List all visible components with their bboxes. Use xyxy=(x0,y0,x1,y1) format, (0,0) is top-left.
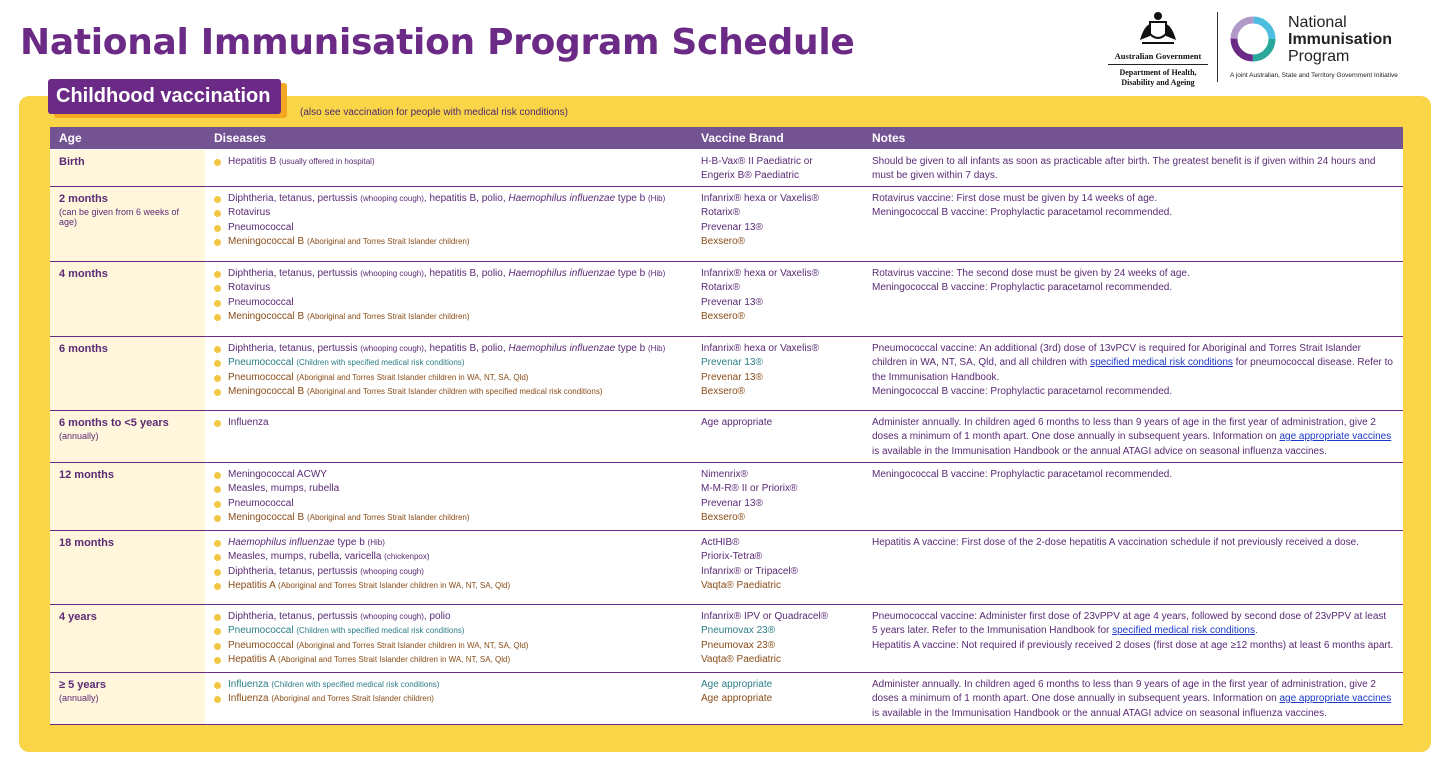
vaccine-item: Bexsero® xyxy=(701,311,746,322)
disease-item xyxy=(214,497,683,512)
disease-italic: Haemophilus influenzae xyxy=(508,267,616,279)
disease-item xyxy=(214,610,683,625)
vaccine-item: Age appropriate xyxy=(701,693,773,704)
note-link[interactable]: age appropriate vaccines xyxy=(1279,431,1392,442)
note-text: Meningococcal B vaccine: Prophylactic paracetamol recommended. xyxy=(872,282,1173,293)
age-cell xyxy=(50,261,205,336)
vaccine-list xyxy=(701,468,854,526)
note-text: Meningococcal B vaccine: Prophylactic paracetamol recommended. xyxy=(872,207,1173,218)
disease-item xyxy=(214,416,683,431)
diseases-cell xyxy=(205,462,692,530)
vaccine-list xyxy=(701,155,854,184)
disease-item xyxy=(214,342,683,357)
table-header-row xyxy=(50,127,1403,149)
disease-name: Meningococcal B xyxy=(228,311,305,322)
disease-item xyxy=(214,468,683,483)
note-text: Pneumococcal vaccine: An additional (3rd) dose of 13vPCV is required for Aboriginal and Torres Strait Islander children in WA, NT, SA, Qld, and all children with specified medical risk conditions for pneumococcal disease. Refer to the Immunisation Handbook. xyxy=(872,342,1393,383)
disease-name: Diphtheria, tetanus, pertussis xyxy=(228,342,358,354)
disease-note: (Children with specified medical risk conditions) xyxy=(271,679,440,689)
vaccine-list xyxy=(701,267,854,325)
age-cell xyxy=(50,530,205,604)
vaccine-list xyxy=(701,342,854,400)
disease-list xyxy=(214,155,683,170)
disease-item xyxy=(214,678,683,693)
disease-item xyxy=(214,692,683,707)
diseases-cell xyxy=(205,186,692,261)
disease-name: Diphtheria, tetanus, pertussis xyxy=(228,267,358,279)
age-label: 18 months xyxy=(59,536,115,549)
vaccine-cell xyxy=(692,336,863,410)
note-link[interactable]: specified medical risk conditions xyxy=(1112,625,1255,636)
disease-note: (whooping cough) xyxy=(360,343,424,353)
vaccine-item: Prevenar 13® xyxy=(701,357,763,368)
table-row xyxy=(50,410,1403,462)
disease-name-cont: , hepatitis B, polio, xyxy=(423,267,509,279)
vaccine-item: Infanrix® hexa or Vaxelis® xyxy=(701,342,819,354)
notes-cell xyxy=(863,672,1403,724)
vaccine-item: Infanrix® hexa or Vaxelis® xyxy=(701,192,819,204)
diseases-cell xyxy=(205,410,692,462)
disease-name: Hepatitis B xyxy=(228,155,277,167)
table-row xyxy=(50,462,1403,530)
vaccine-item: Bexsero® xyxy=(701,236,746,247)
vaccine-item: Vaqta® Paediatric xyxy=(701,654,782,665)
diseases-cell xyxy=(205,149,692,186)
age-label: 12 months xyxy=(59,468,115,481)
disease-name: Rotavirus xyxy=(228,207,271,218)
disease-note: (Aboriginal and Torres Strait Islander children) xyxy=(306,312,470,321)
diseases-cell xyxy=(205,604,692,672)
note-link[interactable]: specified medical risk conditions xyxy=(1090,357,1233,368)
nip-line1: National xyxy=(1288,14,1347,31)
table-row xyxy=(50,672,1403,724)
disease-name: Hepatitis A xyxy=(228,654,276,665)
note-text: Administer annually. In children aged 6 months to less than 9 years of age in the first year of administration, give 2 doses a minimum of 1 month apart. One dose annually in subsequent years. Information on age appropriate vaccines is available in the Immunisation Handbook or the annual ATAGI advice on seasonal influenza vaccines. xyxy=(872,678,1392,719)
disease-name-cont: type b xyxy=(615,192,646,204)
disease-name: Influenza xyxy=(228,416,269,428)
vaccine-cell xyxy=(692,462,863,530)
disease-note: (Children with specified medical risk conditions) xyxy=(296,358,465,367)
vaccine-item: Age appropriate xyxy=(701,678,773,690)
vaccine-cell xyxy=(692,530,863,604)
header-diseases: Diseases xyxy=(205,127,692,149)
vaccine-item: Prevenar 13® xyxy=(701,371,763,383)
age-label: 2 months xyxy=(59,192,108,205)
diseases-cell xyxy=(205,672,692,724)
nip-logo xyxy=(1228,14,1448,84)
disease-item xyxy=(214,482,683,497)
header-vaccine: Vaccine Brand xyxy=(692,127,863,149)
disease-note: (Aboriginal and Torres Strait Islander children in WA, NT, SA, Qld) xyxy=(296,640,529,650)
vaccine-item: Bexsero® xyxy=(701,512,746,523)
note-text: Meningococcal B vaccine: Prophylactic paracetamol recommended. xyxy=(872,468,1173,480)
age-cell xyxy=(50,462,205,530)
disease-note: (Hib) xyxy=(647,343,666,353)
note-text: Rotavirus vaccine: The second dose must be given by 24 weeks of age. xyxy=(872,267,1190,279)
vaccine-item: Infanrix® or Tripacel® xyxy=(701,565,798,577)
disease-name: type b xyxy=(334,536,365,548)
age-label: 4 years xyxy=(59,610,97,623)
age-sub: (can be given from 6 weeks of age) xyxy=(59,207,180,227)
disease-name-cont: , hepatitis B, polio, xyxy=(423,192,509,204)
disease-name: Meningococcal B xyxy=(228,512,305,523)
disease-name: Influenza xyxy=(228,678,269,690)
header-age: Age xyxy=(50,127,205,149)
table-row xyxy=(50,186,1403,261)
coat-of-arms-icon xyxy=(1134,10,1182,46)
vaccine-item: Infanrix® hexa or Vaxelis® xyxy=(701,267,819,279)
vaccine-item: Vaqta® Paediatric xyxy=(701,580,782,591)
vaccine-cell xyxy=(692,149,863,186)
disease-note: (Aboriginal and Torres Strait Islander children) xyxy=(306,513,470,522)
gov-name: Australian Government xyxy=(1108,51,1208,65)
disease-item xyxy=(214,639,683,654)
note-text: Pneumococcal vaccine: Administer first dose of 23vPPV at age 4 years, followed by second dose of 23vPPV at least 5 years later. Refer to the Immunisation Handbook for specified medical risk conditions. xyxy=(872,610,1387,636)
disease-list xyxy=(214,468,683,526)
disease-item xyxy=(214,511,683,526)
disease-item xyxy=(214,267,683,282)
note-text: Hepatitis A vaccine: First dose of the 2-dose hepatitis A vaccination schedule if not previously received a dose. xyxy=(872,536,1359,548)
disease-item xyxy=(214,206,683,221)
notes-cell xyxy=(863,410,1403,462)
table-row xyxy=(50,604,1403,672)
vaccine-item: Rotarix® xyxy=(701,207,741,218)
disease-name: Diphtheria, tetanus, pertussis xyxy=(228,192,358,204)
disease-note: (Aboriginal and Torres Strait Islander children with specified medical risk conditions) xyxy=(306,387,603,396)
disease-item xyxy=(214,310,683,325)
section-badge xyxy=(48,79,281,114)
disease-name: Pneumococcal xyxy=(228,371,294,383)
logo-divider xyxy=(1217,12,1218,82)
diseases-cell xyxy=(205,336,692,410)
disease-name: Meningococcal B xyxy=(228,386,305,397)
notes-cell xyxy=(863,530,1403,604)
vaccine-item: Engerix B® Paediatric xyxy=(701,170,799,181)
vaccine-item: Bexsero® xyxy=(701,386,746,397)
disease-italic: Haemophilus influenzae xyxy=(508,342,616,354)
disease-item xyxy=(214,371,683,386)
disease-note: (Aboriginal and Torres Strait Islander children) xyxy=(306,237,470,246)
note-text: Rotavirus vaccine: First dose must be given by 14 weeks of age. xyxy=(872,192,1158,204)
note-text: Should be given to all infants as soon as practicable after birth. The greatest benefit is if given within 24 hours and must be given within 7 days. xyxy=(872,155,1376,181)
vaccine-item: H-B-Vax® II Paediatric or xyxy=(701,155,813,167)
vaccine-item: Infanrix® IPV or Quadracel® xyxy=(701,610,829,622)
disease-list xyxy=(214,267,683,325)
nip-ring-icon xyxy=(1228,14,1278,64)
vaccine-item: Age appropriate xyxy=(701,416,773,428)
age-cell xyxy=(50,672,205,724)
disease-name-cont: , hepatitis B, polio, xyxy=(423,342,509,354)
gov-dept-line1: Department of Health, xyxy=(1119,68,1197,77)
age-cell xyxy=(50,604,205,672)
disease-item xyxy=(214,536,683,551)
disease-note: (whooping cough) xyxy=(360,611,424,621)
notes-cell xyxy=(863,186,1403,261)
age-cell xyxy=(50,149,205,186)
disease-italic: Haemophilus influenzae xyxy=(228,536,335,548)
gov-dept-line2: Disability and Ageing xyxy=(1121,78,1195,87)
note-text: Administer annually. In children aged 6 months to less than 9 years of age in the first year of administration, give 2 doses a minimum of 1 month apart. One dose annually in subsequent years. Information on age appropriate vaccines is available in the Immunisation Handbook or the annual ATAGI advice on seasonal influenza vaccines. xyxy=(872,416,1392,457)
disease-name: Pneumococcal xyxy=(228,639,294,651)
disease-name: Pneumococcal xyxy=(228,357,294,368)
vaccine-cell xyxy=(692,410,863,462)
section-title: Childhood vaccination xyxy=(48,79,281,114)
disease-note: (Hib) xyxy=(647,193,666,203)
disease-name-cont: type b xyxy=(615,342,646,354)
disease-list xyxy=(214,192,683,250)
schedule-table xyxy=(50,127,1403,725)
age-label: Birth xyxy=(59,155,85,168)
disease-item xyxy=(214,281,683,296)
diseases-cell xyxy=(205,530,692,604)
notes-cell xyxy=(863,462,1403,530)
disease-note: (chickenpox) xyxy=(384,552,430,561)
disease-item xyxy=(214,221,683,236)
disease-item xyxy=(214,565,683,580)
vaccine-list xyxy=(701,416,854,431)
vaccine-list xyxy=(701,192,854,250)
disease-note: (usually offered in hospital) xyxy=(279,156,375,166)
vaccine-item: Prevenar 13® xyxy=(701,221,763,233)
vaccine-item: Prevenar 13® xyxy=(701,296,763,308)
disease-item xyxy=(214,296,683,311)
disease-name: Measles, mumps, rubella xyxy=(228,483,340,494)
table-row xyxy=(50,261,1403,336)
section-note: (also see vaccination for people with medical risk conditions) xyxy=(300,107,568,118)
age-cell xyxy=(50,336,205,410)
disease-list xyxy=(214,342,683,400)
age-cell xyxy=(50,186,205,261)
disease-list xyxy=(214,678,683,707)
disease-note: (Aboriginal and Torres Strait Islander children in WA, NT, SA, Qld) xyxy=(278,655,511,664)
disease-name: Pneumococcal xyxy=(228,296,294,308)
disease-note: (Aboriginal and Torres Strait Islander children in WA, NT, SA, Qld) xyxy=(278,581,511,590)
vaccine-cell xyxy=(692,186,863,261)
vaccine-item: Pneumovax 23® xyxy=(701,639,776,651)
diseases-cell xyxy=(205,261,692,336)
age-sub: (annually) xyxy=(59,431,99,441)
vaccine-list xyxy=(701,536,854,594)
disease-item xyxy=(214,624,683,639)
disease-name: Diphtheria, tetanus, pertussis xyxy=(228,610,358,622)
age-label: 4 months xyxy=(59,267,108,280)
age-label: 6 months to <5 years xyxy=(59,416,169,429)
vaccine-cell xyxy=(692,672,863,724)
vaccine-cell xyxy=(692,604,863,672)
disease-name: Meningococcal B xyxy=(228,236,305,247)
age-label: 6 months xyxy=(59,342,108,355)
nip-line2: Immunisation xyxy=(1288,31,1393,48)
disease-name: Diphtheria, tetanus, pertussis xyxy=(228,565,358,577)
disease-name: Influenza xyxy=(228,693,269,704)
disease-note: (whooping cough) xyxy=(360,566,424,576)
disease-name: Measles, mumps, rubella, varicella xyxy=(228,551,382,562)
disease-list xyxy=(214,610,683,668)
disease-note: (Aboriginal and Torres Strait Islander children in WA, NT, SA, Qld) xyxy=(296,372,529,382)
disease-name: Pneumococcal xyxy=(228,497,294,509)
disease-item xyxy=(214,385,683,400)
disease-name-cont: , polio xyxy=(423,610,451,622)
vaccine-list xyxy=(701,678,854,707)
disease-item xyxy=(214,550,683,565)
age-sub: (annually) xyxy=(59,693,99,703)
disease-note: (whooping cough) xyxy=(360,268,424,278)
disease-item xyxy=(214,653,683,668)
table-row xyxy=(50,149,1403,186)
disease-item xyxy=(214,192,683,207)
disease-item xyxy=(214,235,683,250)
table-row xyxy=(50,530,1403,604)
vaccine-cell xyxy=(692,261,863,336)
disease-name: Pneumococcal xyxy=(228,221,294,233)
vaccine-item: Prevenar 13® xyxy=(701,497,763,509)
disease-italic: Haemophilus influenzae xyxy=(508,192,616,204)
vaccine-item: Priorix-Tetra® xyxy=(701,551,763,562)
age-cell xyxy=(50,410,205,462)
table-row xyxy=(50,336,1403,410)
australian-government-logo xyxy=(1108,10,1208,88)
vaccine-item: Pneumovax 23® xyxy=(701,625,776,636)
note-text: Meningococcal B vaccine: Prophylactic paracetamol recommended. xyxy=(872,386,1173,397)
header-notes: Notes xyxy=(863,127,1403,149)
disease-name: Rotavirus xyxy=(228,282,271,293)
vaccine-item: M-M-R® II or Priorix® xyxy=(701,483,798,494)
disease-item xyxy=(214,356,683,371)
note-link[interactable]: age appropriate vaccines xyxy=(1279,693,1392,704)
disease-note: (Children with specified medical risk conditions) xyxy=(296,626,465,635)
age-label: ≥ 5 years xyxy=(59,678,107,691)
notes-cell xyxy=(863,336,1403,410)
vaccine-item: Rotarix® xyxy=(701,282,741,293)
note-text: Hepatitis A vaccine: Not required if previously received 2 doses (first dose at age ≥12 months) at least 6 months apart. xyxy=(872,639,1394,651)
disease-list xyxy=(214,536,683,594)
notes-cell xyxy=(863,261,1403,336)
disease-name: Meningococcal ACWY xyxy=(228,468,327,480)
disease-item xyxy=(214,579,683,594)
disease-item xyxy=(214,155,683,170)
disease-name: Pneumococcal xyxy=(228,625,294,636)
disease-list xyxy=(214,416,683,431)
nip-line3: Program xyxy=(1288,48,1350,65)
notes-cell xyxy=(863,604,1403,672)
disease-note: (Aboriginal and Torres Strait Islander children) xyxy=(271,694,434,703)
disease-note: (whooping cough) xyxy=(360,193,424,203)
vaccine-item: Nimenrix® xyxy=(701,468,748,480)
vaccine-list xyxy=(701,610,854,668)
vaccine-item: ActHIB® xyxy=(701,536,740,548)
disease-name-cont: type b xyxy=(615,267,646,279)
notes-cell xyxy=(863,149,1403,186)
nip-tagline: A joint Australian, State and Territory Government Initiative xyxy=(1230,72,1398,79)
page-title: National Immunisation Program Schedule xyxy=(20,22,855,63)
disease-note: (Hib) xyxy=(367,537,385,547)
disease-note: (Hib) xyxy=(647,268,666,278)
disease-name: Hepatitis A xyxy=(228,580,276,591)
